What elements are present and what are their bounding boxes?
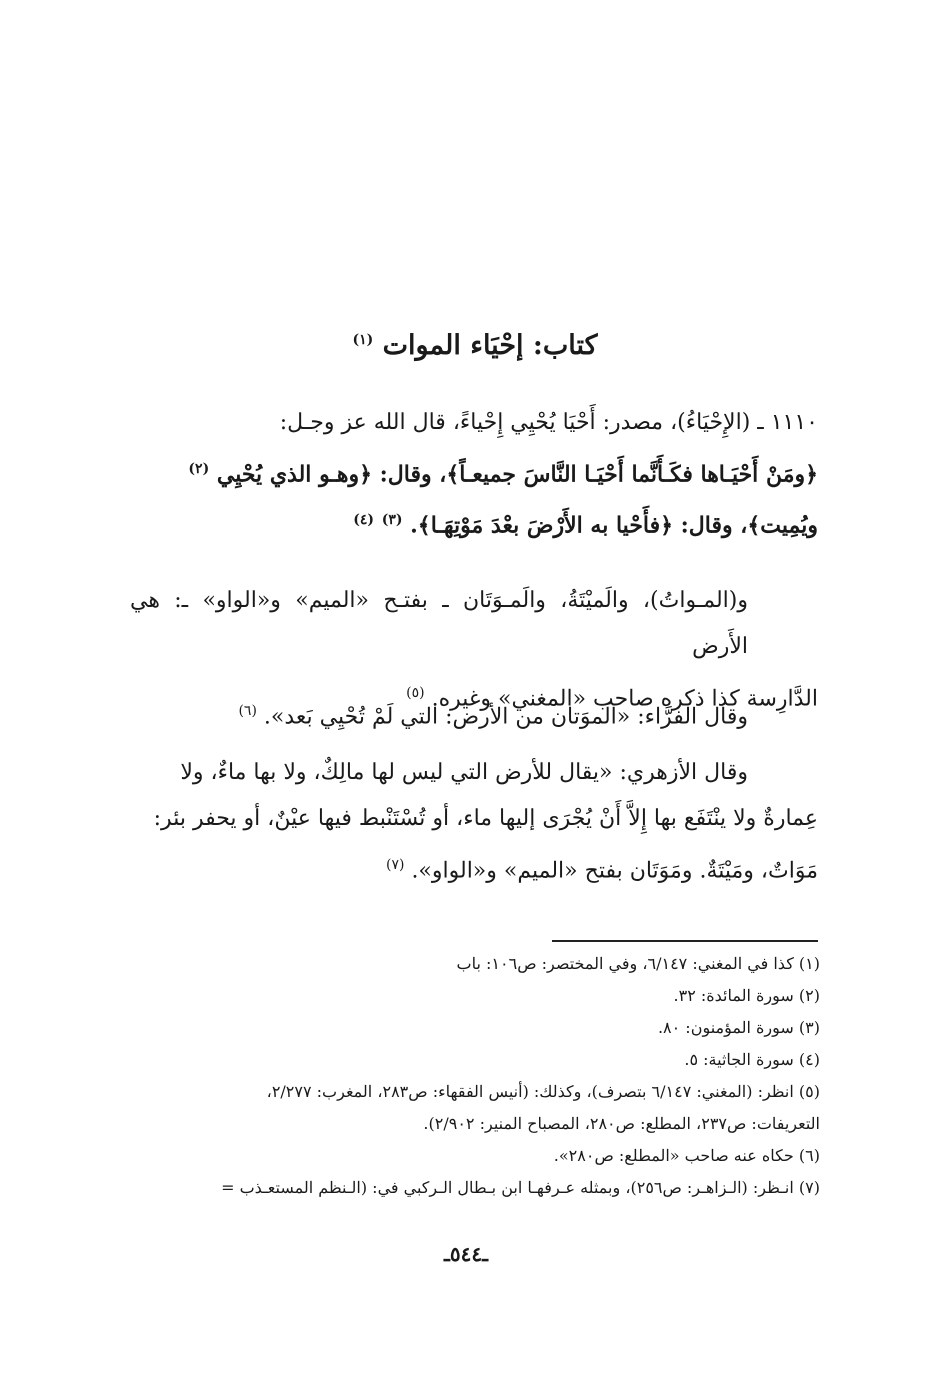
footnote-divider (552, 940, 818, 942)
line-text: و(المـواتُ)، والَميْتَةُ، والَمـوَتَان ـ بفتـح «الميم» و«الواو» ـ: هي الأَرض (130, 588, 748, 659)
text-line (130, 750, 818, 796)
footnote-number: (٢) (798, 986, 820, 1005)
page-number: ـ٥٤٤ـ (444, 1242, 488, 1266)
paragraph-azhari (130, 750, 818, 894)
text-line (130, 497, 818, 548)
footnote-ref: (٧) (385, 857, 405, 873)
footnote-number: (٦) (798, 1146, 820, 1165)
line-text: وقال الفرَّاء: «الَموَتان من الأرض: التي لَمْ تُحْيِي بَعد». (263, 704, 748, 730)
footnote-2 (130, 980, 820, 1012)
footnote-6 (130, 1140, 820, 1172)
footnotes (130, 948, 820, 1204)
footnote-5 (130, 1076, 820, 1108)
footnote-text: انظر: (المغني: ٦/١٤٧ بتصرف)، وكذلك: (أنيس الفقهاء: ص٢٨٣، المغرب: ٢/٢٧٧، (266, 1082, 794, 1101)
footnote-3 (130, 1012, 820, 1044)
footnote-text: سورة الجاثية: ٥. (684, 1050, 794, 1069)
chapter-title (130, 330, 820, 361)
footnote-number: (٥) (798, 1082, 820, 1101)
text-line (130, 688, 818, 740)
footnote-ref: (٢) (188, 461, 210, 477)
footnote-text: كذا في المغني: ٦/١٤٧، وفي المختصر: ص١٠٦: باب (456, 954, 794, 973)
line-text: عِمارةٌ ولا ينْتَفَع بها إِلاَّ أَنْ يُجْرَى إليها ماء، أو تُسْتَنْبط فيها عيْنٌ، أو يحفر بئر: (153, 806, 818, 831)
footnote-text: حكاه عنه صاحب «المطلع: ص٢٨٠». (553, 1146, 794, 1165)
footnote-text: انـظر: (الـزاهـر: ص٢٥٦)، وبمثله عـرفهـا ابن بـطال الـركبي في: (الـنظم المستعـذب = (221, 1178, 794, 1197)
line-text: مَوَاتٌ، ومَيْتَةٌ. ومَوَتَان بفتح «الميم» و«الواو». (411, 858, 818, 884)
footnote-ref: (٤) (353, 512, 375, 529)
footnote-number: (١) (798, 954, 820, 973)
text-line (130, 578, 818, 670)
text-line (130, 842, 818, 894)
text-line (130, 400, 818, 446)
footnote-1 (130, 948, 820, 980)
footnote-4 (130, 1044, 820, 1076)
footnote-ref: (٣) (381, 512, 403, 529)
text-line (130, 796, 818, 842)
quran-verse-text: ﴿ومَنْ أَحْيَـاها فكَـأَنَّما أَحْيَـا النَّاسَ جميعـاً﴾، وقال: ﴿وهـو الذي يُحْيِي (216, 461, 818, 488)
chapter-title-note: (١) (352, 332, 374, 348)
footnote-text: سورة المائدة: ٣٢. (673, 986, 794, 1005)
footnote-text: التعريفات: ص٢٣٧، المطلع: ص٢٨٠، المصباح المنير: ٢/٩٠٢). (423, 1114, 820, 1133)
chapter-title-text: كتاب: إحْيَاء الموات (382, 330, 598, 361)
footnote-number: (٣) (798, 1018, 820, 1037)
footnote-text: سورة المؤمنون: ٨٠. (657, 1018, 794, 1037)
footnote-number: (٤) (798, 1050, 820, 1069)
footnote-ref: (٥) (406, 685, 425, 701)
footnote-number: (٧) (798, 1178, 820, 1197)
text-line (130, 446, 818, 497)
line-text: ١١١٠ ـ (الإِحْيَاءُ)، مصدر: أَحْيَا يُحْيِي إِحْياءً، قال الله عز وجـل: (279, 410, 818, 435)
quran-verse-text: ويُمِيت﴾، وقال: ﴿فأَحْيا به الأَرْضَ بعْدَ مَوْتِهَـا﴾. (410, 512, 818, 539)
footnote-ref: (٦) (238, 703, 257, 719)
line-text: وقال الأزهري: «يقال للأرض التي ليس لها مالِكٌ، ولا بها ماءٌ، ولا (180, 760, 748, 785)
paragraph-definition (130, 400, 818, 549)
footnote-5-continued (130, 1108, 820, 1140)
line-text: الدَّارِسة كذا ذكره صاحب «المغني» وغيره. (431, 686, 818, 712)
footnote-7 (130, 1172, 820, 1204)
paragraph-farra (130, 688, 818, 740)
